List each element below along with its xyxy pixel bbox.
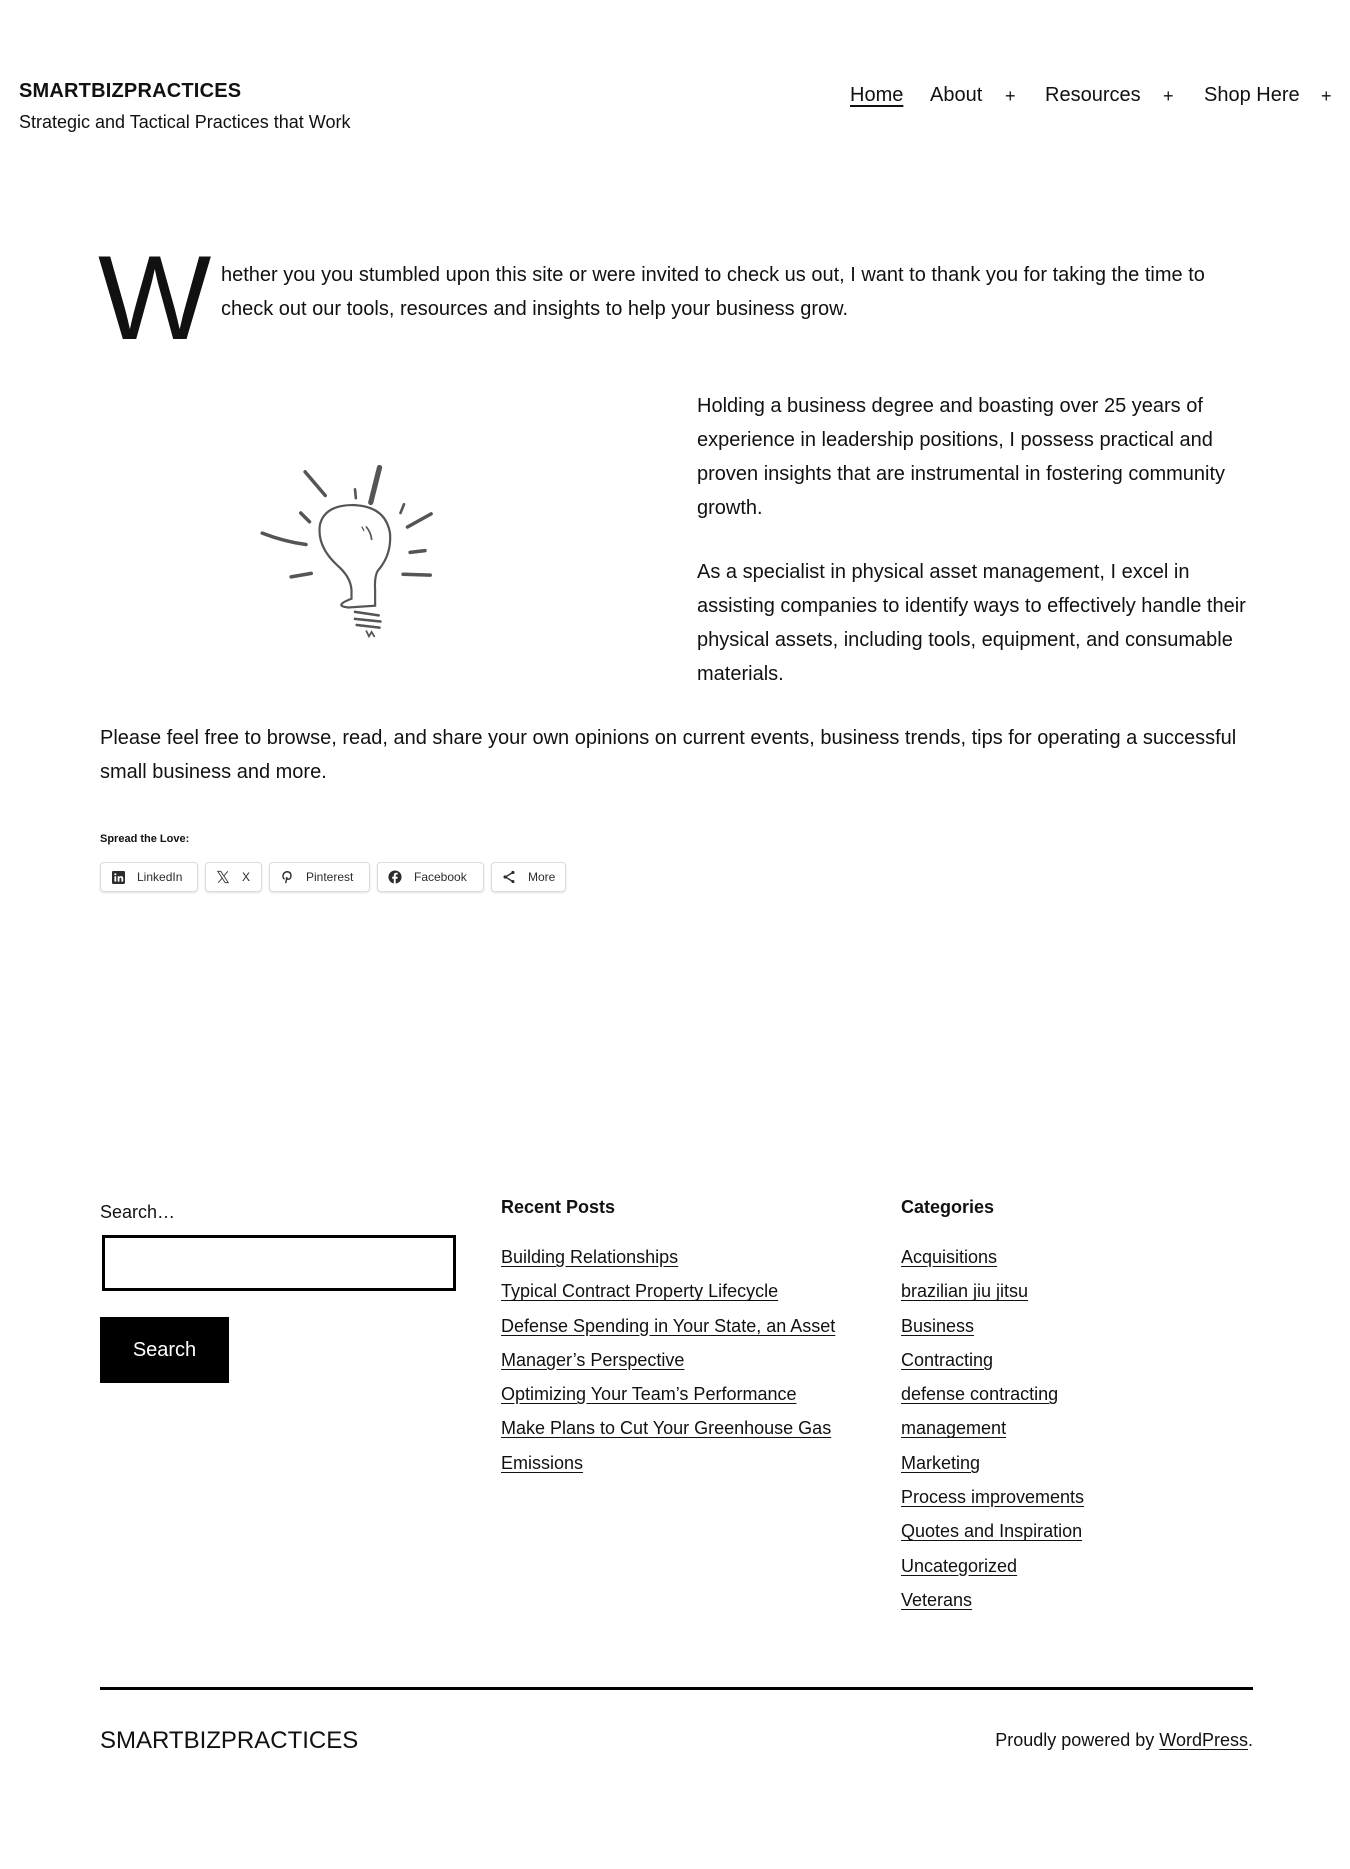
category-link[interactable]: Process improvements xyxy=(901,1487,1085,1508)
recent-post-link[interactable]: Defense Spending in Your State, an Asset Manager’s Perspective xyxy=(501,1315,836,1370)
drop-cap: W xyxy=(98,231,212,365)
site-title[interactable]: SMARTBIZPRACTICES xyxy=(19,80,242,102)
browse-paragraph: Please feel free to browse, read, and share your own opinions on current events, business trends, tips for operating a successful small business and more. xyxy=(100,727,1237,783)
pinterest-icon xyxy=(280,870,294,884)
nav-item-about[interactable]: About xyxy=(930,84,983,106)
site-tagline: Strategic and Tactical Practices that Work xyxy=(19,112,351,132)
category-link[interactable]: management xyxy=(901,1418,1007,1439)
category-link[interactable]: Acquisitions xyxy=(901,1247,998,1267)
nav-item-home[interactable]: Home xyxy=(850,84,904,106)
credit-suffix: . xyxy=(1247,1730,1253,1750)
recent-posts-list xyxy=(501,1240,861,1480)
about-paragraph-specialist: As a specialist in physical asset management, I excel in assisting companies to identify ways to effectively handle their physical assets, including tools, equipment, and consumable materials. xyxy=(697,561,1246,685)
shop-submenu-toggle[interactable]: + xyxy=(1321,86,1332,106)
recent-post-link[interactable]: Building Relationships xyxy=(501,1247,679,1267)
share-linkedin-label: LinkedIn xyxy=(137,870,183,884)
category-link[interactable]: Business xyxy=(901,1315,975,1336)
categories-title: Categories xyxy=(901,1197,995,1217)
nav-item-resources[interactable]: Resources xyxy=(1045,84,1141,106)
list-item xyxy=(501,1377,861,1411)
search-label: Search… xyxy=(100,1202,176,1222)
recent-post-link[interactable]: Optimizing Your Team’s Performance xyxy=(501,1384,797,1405)
categories-list xyxy=(901,1240,1201,1617)
search-input[interactable] xyxy=(102,1235,456,1291)
list-item xyxy=(901,1240,1201,1274)
recent-post-link[interactable]: Typical Contract Property Lifecycle xyxy=(501,1281,779,1302)
category-link[interactable]: defense contracting xyxy=(901,1384,1059,1405)
list-item xyxy=(501,1240,861,1274)
category-link[interactable]: brazilian jiu jitsu xyxy=(901,1281,1029,1302)
list-item xyxy=(501,1274,861,1308)
recent-posts-title: Recent Posts xyxy=(501,1197,616,1217)
list-item xyxy=(901,1446,1201,1480)
lightbulb-sketch-icon xyxy=(250,450,460,660)
share-more-label: More xyxy=(528,870,556,884)
share-x-button[interactable] xyxy=(205,862,262,892)
share-x-label: X xyxy=(242,870,251,884)
footer-divider xyxy=(100,1687,1253,1690)
list-item xyxy=(901,1309,1201,1343)
category-link[interactable]: Marketing xyxy=(901,1452,981,1473)
linkedin-icon xyxy=(111,870,125,884)
share-icon xyxy=(502,870,516,884)
list-item xyxy=(901,1411,1201,1445)
x-icon xyxy=(216,870,230,884)
list-item xyxy=(901,1583,1201,1617)
about-text xyxy=(697,389,1257,721)
about-paragraph-degree: Holding a business degree and boasting over 25 years of experience in leadership positions, I possess practical and proven insights that are instrumental in fostering community growth. xyxy=(697,395,1226,519)
facebook-icon xyxy=(388,870,402,884)
nav-item-shop-here[interactable]: Shop Here xyxy=(1204,84,1300,106)
list-item xyxy=(901,1480,1201,1514)
category-link[interactable]: Uncategorized xyxy=(901,1555,1018,1576)
share-pinterest-label: Pinterest xyxy=(306,870,354,884)
share-linkedin-button[interactable] xyxy=(100,862,198,892)
list-item xyxy=(501,1309,861,1378)
share-facebook-button[interactable] xyxy=(377,862,484,892)
list-item xyxy=(501,1411,861,1480)
search-button[interactable]: Search xyxy=(100,1317,229,1383)
recent-post-link[interactable]: Make Plans to Cut Your Greenhouse Gas Emissions xyxy=(501,1418,832,1473)
list-item xyxy=(901,1514,1201,1548)
about-submenu-toggle[interactable]: + xyxy=(1005,86,1016,106)
intro-paragraph: hether you you stumbled upon this site or were invited to check us out, I want to thank you for taking the time to check out our tools, resources and insights to help your business grow. xyxy=(221,264,1205,320)
credit-prefix: Proudly powered by xyxy=(995,1730,1160,1750)
resources-submenu-toggle[interactable]: + xyxy=(1163,86,1174,106)
footer-site-title[interactable]: SMARTBIZPRACTICES xyxy=(100,1727,359,1754)
share-facebook-label: Facebook xyxy=(414,870,467,884)
list-item xyxy=(901,1274,1201,1308)
category-link[interactable]: Veterans xyxy=(901,1589,973,1610)
category-link[interactable]: Quotes and Inspiration xyxy=(901,1521,1083,1542)
list-item xyxy=(901,1549,1201,1583)
category-link[interactable]: Contracting xyxy=(901,1349,994,1370)
share-more-button[interactable] xyxy=(491,862,566,892)
share-pinterest-button[interactable] xyxy=(269,862,370,892)
primary-nav xyxy=(0,84,1350,114)
wordpress-link[interactable]: WordPress xyxy=(1159,1730,1248,1750)
list-item xyxy=(901,1377,1201,1411)
share-heading: Spread the Love: xyxy=(100,833,190,845)
footer-credit xyxy=(995,1730,1253,1751)
list-item xyxy=(901,1343,1201,1377)
